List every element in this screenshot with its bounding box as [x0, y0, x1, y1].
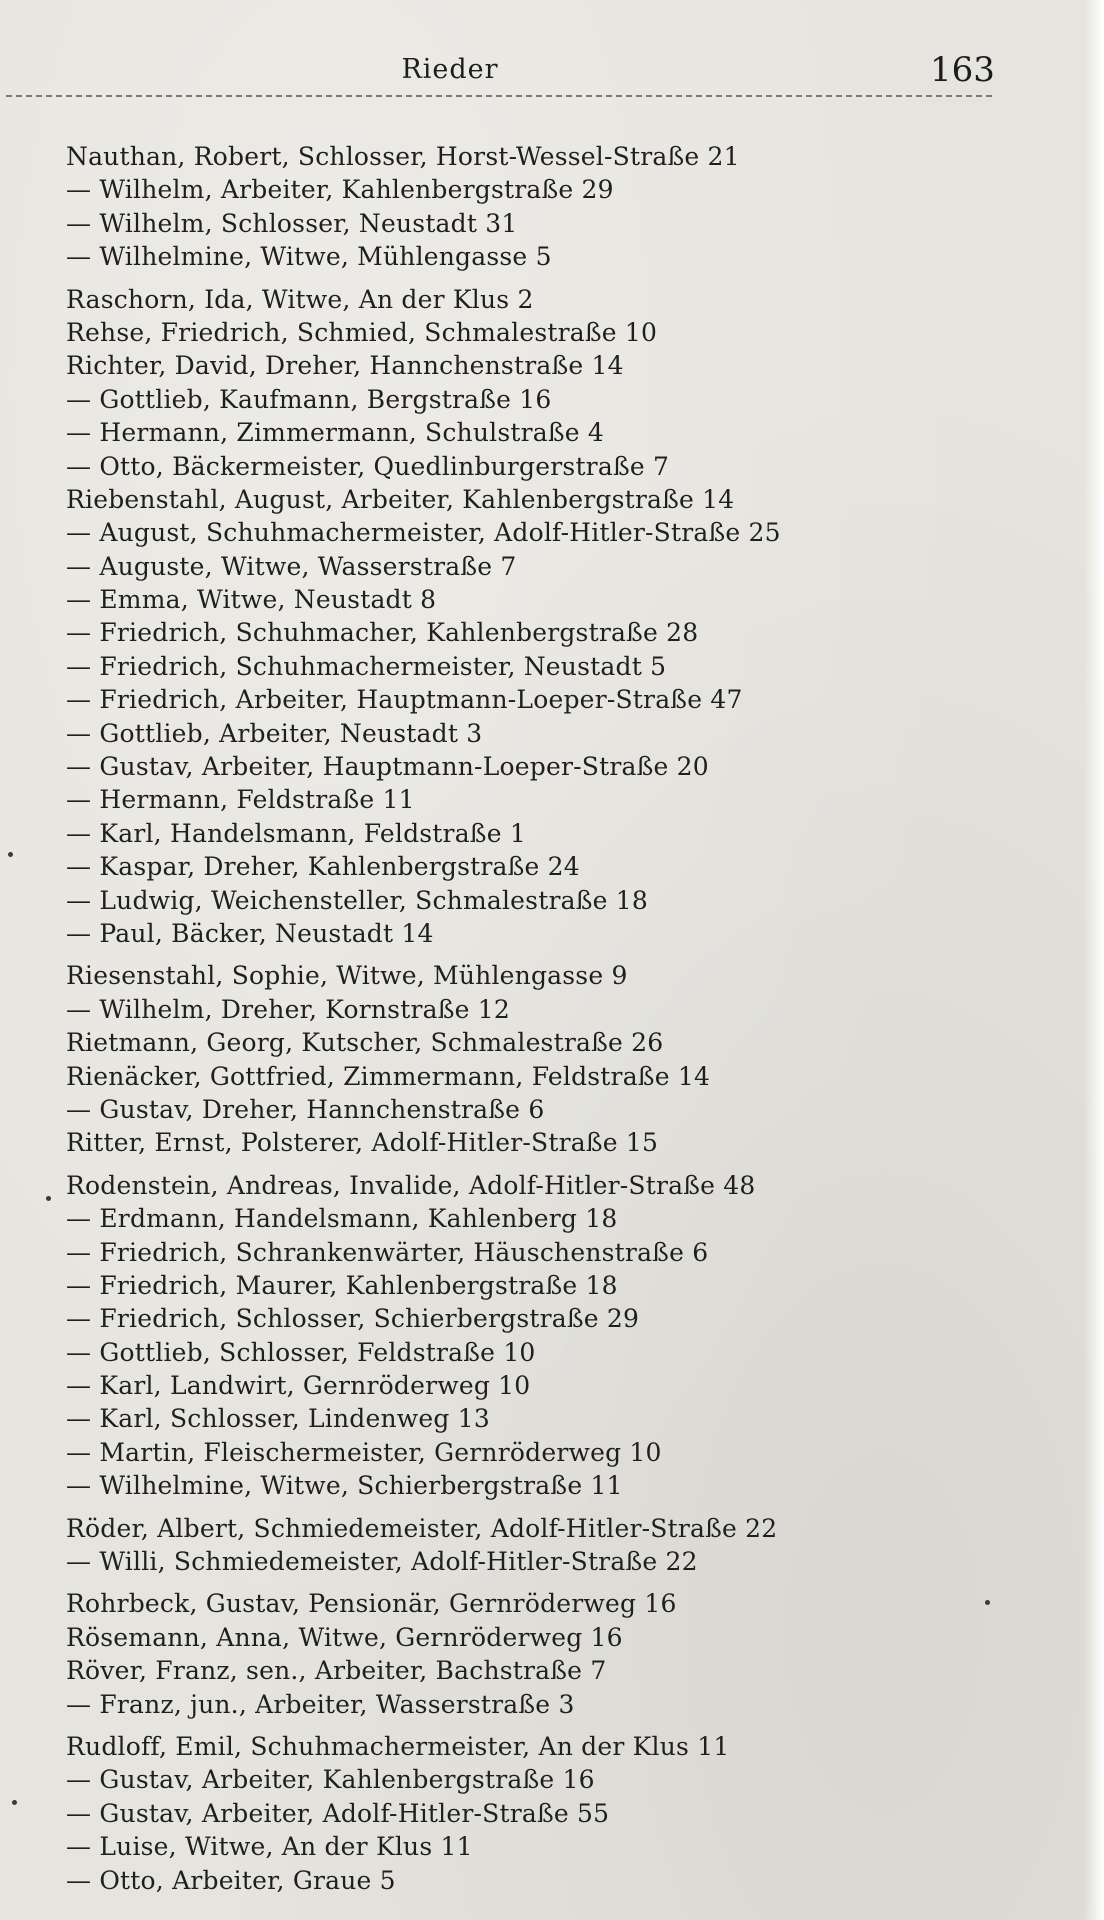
directory-entry: [66, 1093, 1066, 1126]
entry-text: — Wilhelmine, Witwe, Schierbergstraße 11: [66, 1471, 623, 1501]
directory-entry: [66, 817, 1066, 850]
directory-entry: [66, 717, 1066, 750]
directory-entry: [66, 383, 1066, 416]
entry-text: — Gustav, Dreher, Hannchenstraße 6: [66, 1094, 545, 1124]
entry-text: Rudloff, Emil, Schuhmachermeister, An der Klus 11: [66, 1731, 730, 1761]
entry-text: — Otto, Bäckermeister, Quedlinburgerstraße 7: [66, 451, 670, 481]
directory-entry: [66, 1830, 1066, 1863]
directory-entry: [66, 1587, 1066, 1620]
directory-entry: [66, 207, 1066, 240]
entry-text: — Friedrich, Schuhmachermeister, Neustadt 5: [66, 651, 667, 681]
entry-text: — Karl, Landwirt, Gernröderweg 10: [66, 1371, 531, 1401]
directory-entry: [66, 1126, 1066, 1159]
directory-entry: [66, 583, 1066, 616]
entry-text: — Gottlieb, Kaufmann, Bergstraße 16: [66, 384, 552, 414]
ink-speck: [46, 1196, 51, 1201]
directory-entry: [66, 650, 1066, 683]
ink-speck: [8, 852, 13, 857]
ink-speck: [12, 1800, 17, 1805]
entry-text: Röver, Franz, sen., Arbeiter, Bachstraße 7: [66, 1656, 607, 1686]
entry-text: Richter, David, Dreher, Hannchenstraße 14: [66, 351, 624, 381]
directory-entry: [66, 283, 1066, 316]
entry-text: — Gottlieb, Arbeiter, Neustadt 3: [66, 718, 483, 748]
directory-entry: [66, 750, 1066, 783]
entry-text: — Hermann, Zimmermann, Schulstraße 4: [66, 418, 605, 448]
directory-entry: [66, 1269, 1066, 1302]
entry-text: — Auguste, Witwe, Wasserstraße 7: [66, 551, 517, 581]
directory-entry: [66, 1797, 1066, 1830]
directory-entry: [66, 550, 1066, 583]
directory-entry: [66, 1654, 1066, 1687]
directory-entry: [66, 316, 1066, 349]
directory-entry: [66, 1169, 1066, 1202]
page-number: 163: [930, 50, 995, 90]
directory-entry: [66, 1336, 1066, 1369]
directory-entry: [66, 1688, 1066, 1721]
directory-entry: [66, 416, 1066, 449]
directory-entry: [66, 1026, 1066, 1059]
entry-text: Riesenstahl, Sophie, Witwe, Mühlengasse 9: [66, 961, 628, 991]
directory-entry: [66, 783, 1066, 816]
directory-entry: [66, 917, 1066, 950]
directory-entry: [66, 1545, 1066, 1578]
entry-text: Rehse, Friedrich, Schmied, Schmalestraße 10: [66, 317, 658, 347]
entry-text: Rodenstein, Andreas, Invalide, Adolf-Hitler-Straße 48: [66, 1170, 756, 1200]
directory-entry: [66, 1621, 1066, 1654]
entry-text: — Kaspar, Dreher, Kahlenbergstraße 24: [66, 852, 580, 882]
directory-entry: [66, 1236, 1066, 1269]
entry-text: Ritter, Ernst, Polsterer, Adolf-Hitler-Straße 15: [66, 1128, 659, 1158]
directory-entry: [66, 850, 1066, 883]
directory-entry: [66, 1864, 1066, 1897]
directory-entry: [66, 1369, 1066, 1402]
entry-text: Röder, Albert, Schmiedemeister, Adolf-Hitler-Straße 22: [66, 1513, 778, 1543]
entry-text: — Friedrich, Arbeiter, Hauptmann-Loeper-Straße 47: [66, 685, 743, 715]
directory-entry: [66, 240, 1066, 273]
entry-text: — Martin, Fleischermeister, Gernröderweg 10: [66, 1437, 662, 1467]
entry-text: — Friedrich, Maurer, Kahlenbergstraße 18: [66, 1270, 618, 1300]
entry-text: Rösemann, Anna, Witwe, Gernröderweg 16: [66, 1622, 623, 1652]
entry-text: Raschorn, Ida, Witwe, An der Klus 2: [66, 284, 534, 314]
entry-text: — Friedrich, Schrankenwärter, Häuschenstraße 6: [66, 1237, 709, 1267]
directory-entry: [66, 959, 1066, 992]
directory-entry: [66, 516, 1066, 549]
entry-text: Riebenstahl, August, Arbeiter, Kahlenbergstraße 14: [66, 484, 735, 514]
entry-text: — Luise, Witwe, An der Klus 11: [66, 1832, 473, 1862]
directory-entry: [66, 173, 1066, 206]
directory-entry: [66, 1469, 1066, 1502]
entry-text: — Wilhelm, Schlosser, Neustadt 31: [66, 208, 518, 238]
entry-text: — Gottlieb, Schlosser, Feldstraße 10: [66, 1337, 536, 1367]
directory-entry: [66, 450, 1066, 483]
entry-text: — Friedrich, Schuhmacher, Kahlenbergstraße 28: [66, 618, 699, 648]
entry-text: — Erdmann, Handelsmann, Kahlenberg 18: [66, 1204, 618, 1234]
directory-entry: [66, 483, 1066, 516]
page-header: [0, 48, 1104, 98]
entry-text: — Friedrich, Schlosser, Schierbergstraße 29: [66, 1304, 640, 1334]
entry-text: — Gustav, Arbeiter, Kahlenbergstraße 16: [66, 1765, 595, 1795]
entry-text: Rohrbeck, Gustav, Pensionär, Gernröderweg 16: [66, 1589, 677, 1619]
directory-entry: [66, 1202, 1066, 1235]
directory-entry: [66, 616, 1066, 649]
entry-text: — Karl, Schlosser, Lindenweg 13: [66, 1404, 490, 1434]
directory-entry: [66, 1763, 1066, 1796]
directory-entry: [66, 349, 1066, 382]
entry-text: — Franz, jun., Arbeiter, Wasserstraße 3: [66, 1689, 575, 1719]
running-head: Rieder: [401, 54, 499, 85]
entry-text: — Wilhelmine, Witwe, Mühlengasse 5: [66, 242, 552, 272]
entry-text: — Karl, Handelsmann, Feldstraße 1: [66, 818, 526, 848]
entry-text: Nauthan, Robert, Schlosser, Horst-Wessel-Straße 21: [66, 142, 740, 171]
directory-entry: [66, 1060, 1066, 1093]
ink-speck: [985, 1600, 990, 1605]
entry-text: Rietmann, Georg, Kutscher, Schmalestraße 26: [66, 1028, 664, 1058]
directory-entry: [66, 140, 1066, 173]
directory-entry: [66, 1402, 1066, 1435]
entry-text: — Wilhelm, Dreher, Kornstraße 12: [66, 994, 510, 1024]
entry-text: — Paul, Bäcker, Neustadt 14: [66, 918, 434, 948]
entry-text: — August, Schuhmachermeister, Adolf-Hitler-Straße 25: [66, 518, 781, 548]
directory-entry: [66, 1302, 1066, 1335]
entry-text: — Hermann, Feldstraße 11: [66, 785, 415, 815]
directory-entry: [66, 1730, 1066, 1763]
directory-entry: [66, 884, 1066, 917]
directory-entry: [66, 993, 1066, 1026]
entry-text: — Ludwig, Weichensteller, Schmalestraße 18: [66, 885, 648, 915]
page-edge: [1084, 0, 1104, 1920]
entry-text: — Gustav, Arbeiter, Adolf-Hitler-Straße 55: [66, 1798, 610, 1828]
directory-entries: [66, 140, 1066, 1897]
entry-text: — Emma, Witwe, Neustadt 8: [66, 585, 437, 615]
entry-text: — Otto, Arbeiter, Graue 5: [66, 1865, 396, 1895]
directory-entry: [66, 1436, 1066, 1469]
entry-text: — Wilhelm, Arbeiter, Kahlenbergstraße 29: [66, 175, 614, 205]
entry-text: — Willi, Schmiedemeister, Adolf-Hitler-Straße 22: [66, 1547, 698, 1577]
directory-entry: [66, 683, 1066, 716]
header-rule: [6, 95, 992, 97]
entry-text: — Gustav, Arbeiter, Hauptmann-Loeper-Straße 20: [66, 752, 709, 782]
entry-text: Rienäcker, Gottfried, Zimmermann, Feldstraße 14: [66, 1061, 711, 1091]
directory-entry: [66, 1512, 1066, 1545]
